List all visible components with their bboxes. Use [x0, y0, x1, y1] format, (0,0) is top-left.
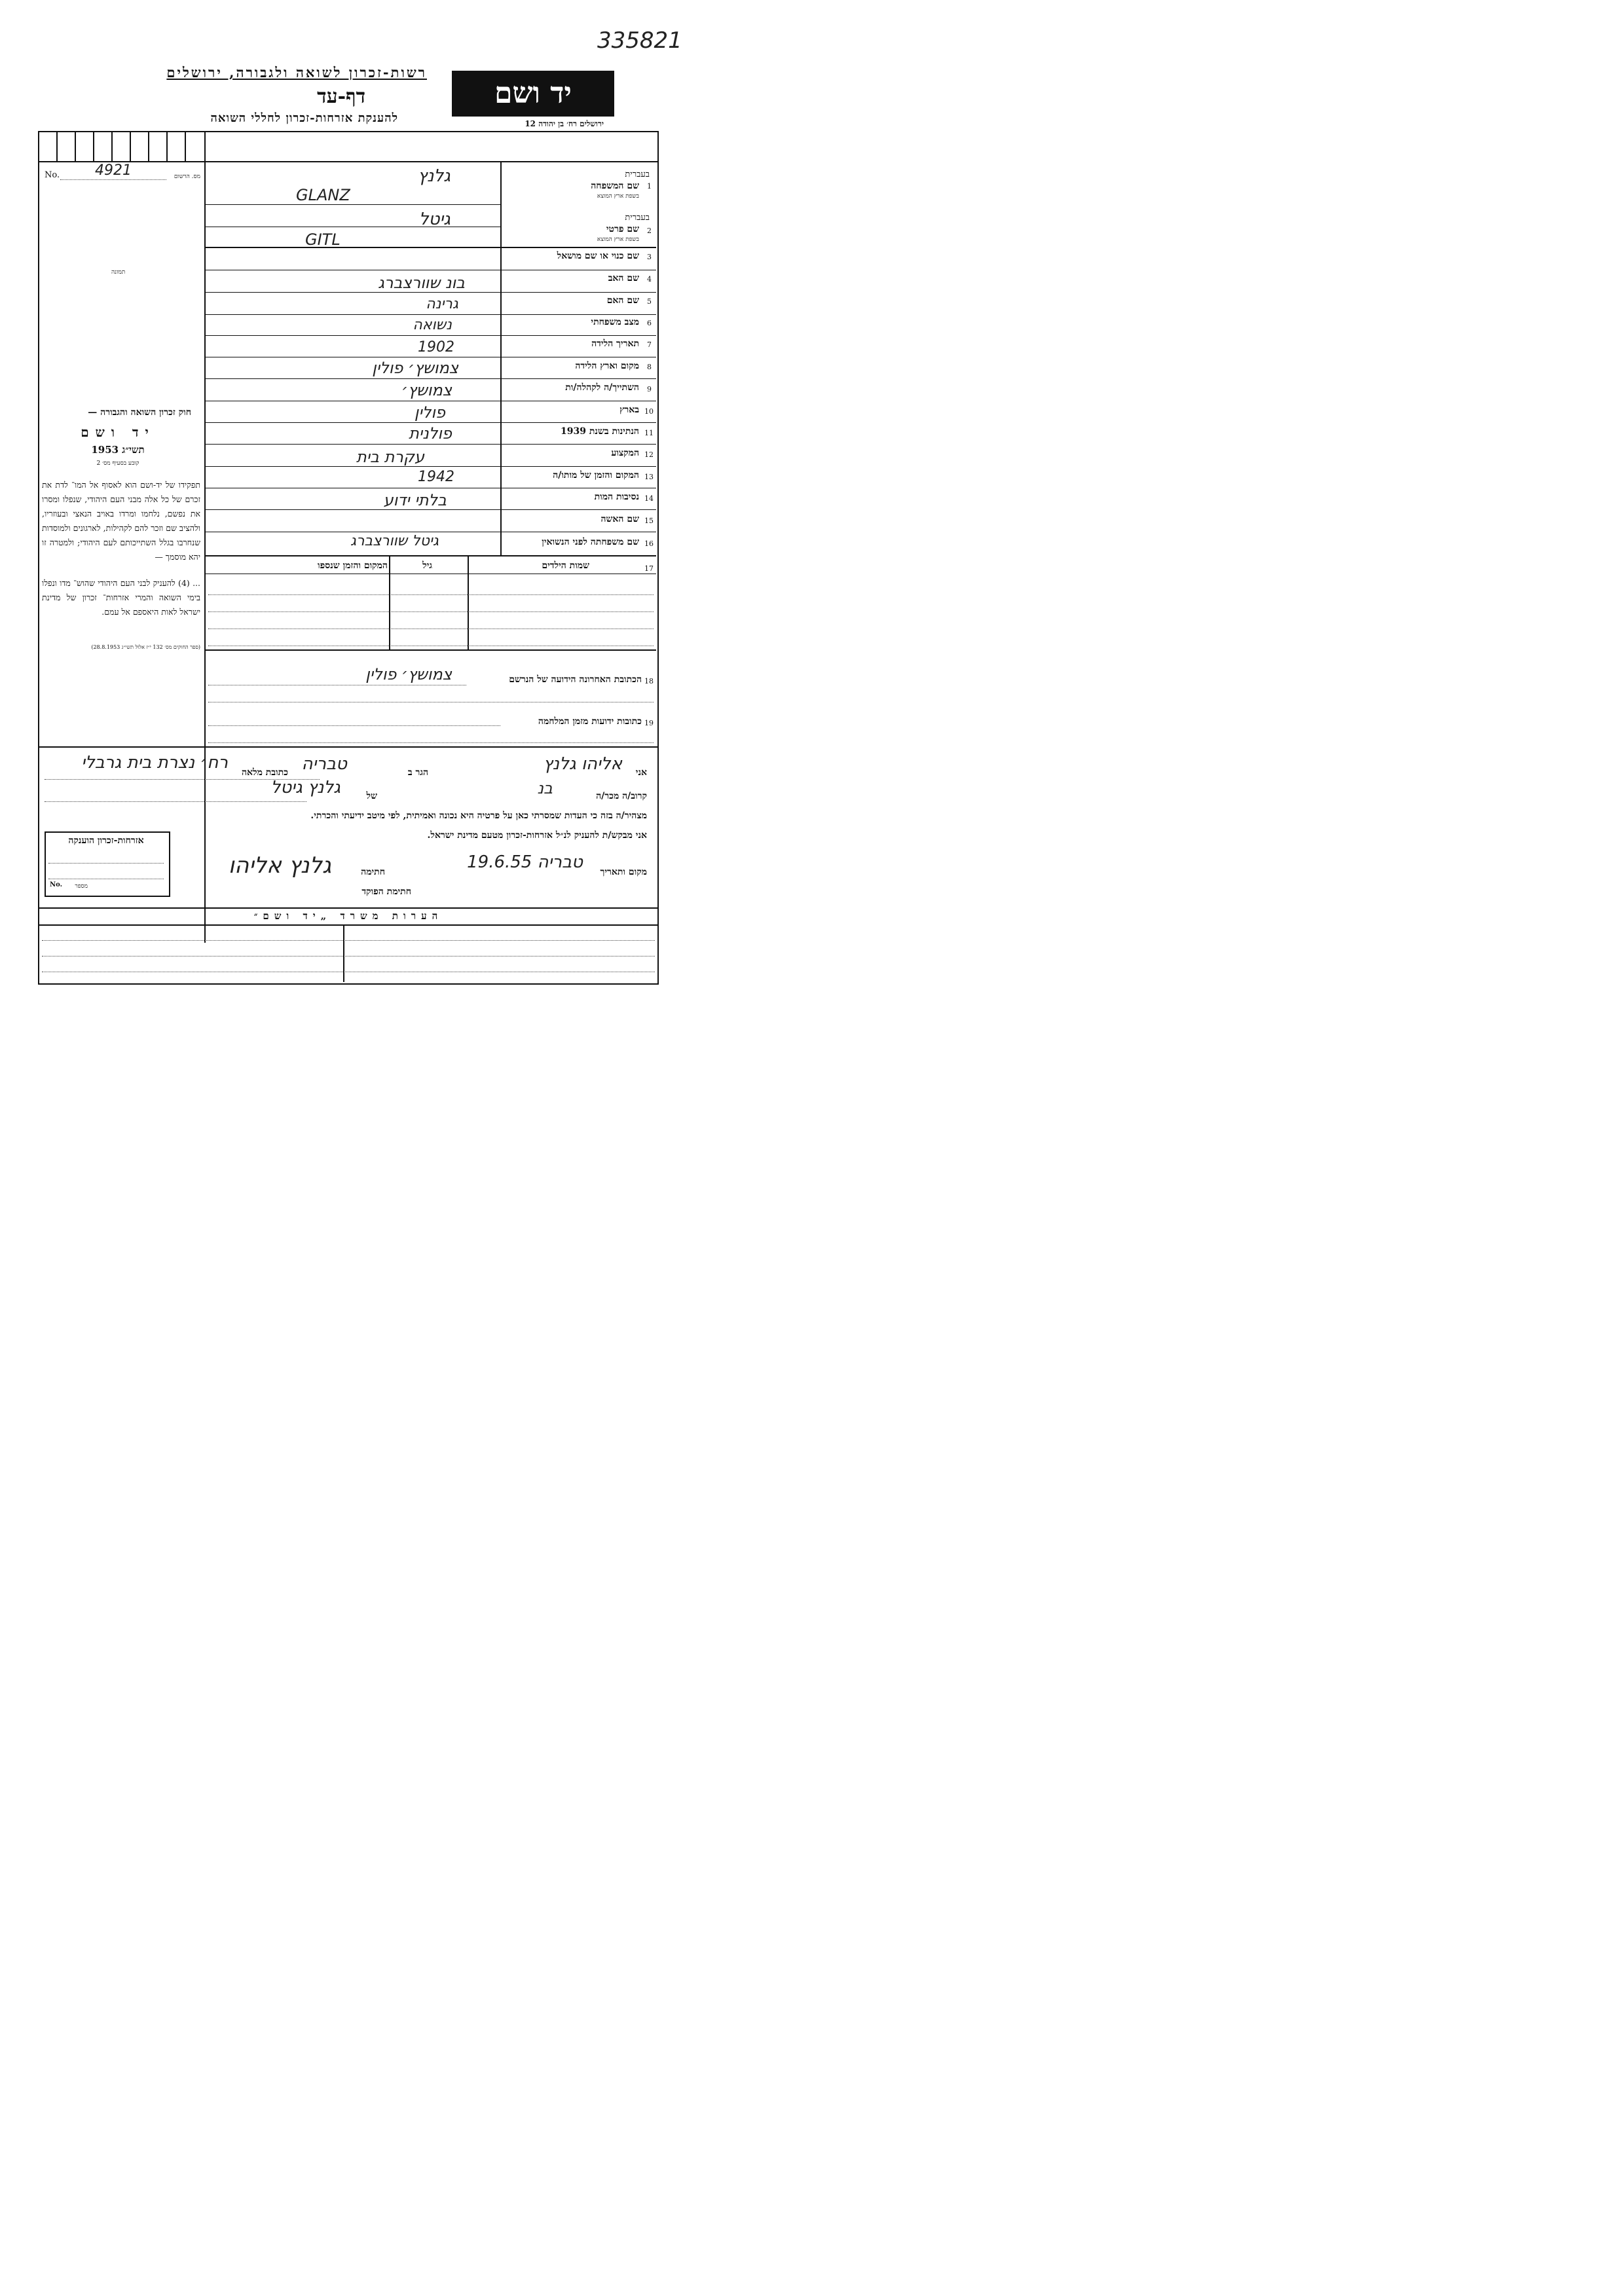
children-col-line: [389, 556, 390, 649]
label-full-address: כתובת מלאה: [241, 767, 288, 778]
label-marital: מצב משפחתי: [591, 317, 639, 327]
num-16: 16: [644, 539, 654, 548]
label-country: בארץ: [619, 405, 639, 415]
photo-label: תמונה: [111, 269, 126, 276]
label-relative: קרוב/ה מכר/ה: [596, 791, 647, 801]
label-signature: חתימה: [361, 867, 385, 877]
value-surname-lat: GLANZ: [296, 186, 350, 204]
row-line: [204, 422, 656, 423]
office-notes-title: הערות משרד „יד ושם״: [253, 910, 443, 922]
value-city: טבריה: [301, 754, 347, 774]
children-col-line: [468, 556, 469, 649]
value-birth-place: צמושץ׳ פולין: [372, 359, 458, 377]
cert-line: [48, 863, 164, 864]
statement-2: אני מבקש/ת להעניק לנ״ל אזרחות-זכרון מטעם מדינת ישראל.: [427, 830, 647, 841]
declarant-signature: גלנץ אליהו: [228, 852, 331, 879]
archive-number: 335821: [597, 27, 682, 54]
num-6: 6: [647, 319, 652, 327]
label-of: של: [366, 791, 377, 801]
label-in-hebrew-2: בעברית: [625, 213, 650, 223]
address-line: [208, 725, 500, 726]
label-community: השתייך/ה לקהלה/ות: [565, 382, 639, 393]
label-father: שם האב: [608, 273, 639, 283]
law-title: חוק זכרון השואה והגבורה —: [88, 407, 191, 418]
label-origin-lang-1: בשפת ארץ המוצא: [597, 193, 639, 200]
value-place-date: טבריה 19.6.55: [467, 852, 583, 872]
label-mother: שם האם: [606, 295, 639, 306]
statement-1: מצהיר/ה בזה כי העדות שמסרתי כאן על פרטיה היא נכונה ואמיתית, לפי מיטב ידיעתי והכרתי.: [310, 811, 647, 821]
notes-top-line: [39, 907, 657, 909]
cert-no: No.: [50, 881, 63, 888]
num-17: 17: [644, 564, 654, 573]
num-5: 5: [647, 297, 652, 306]
label-column-divider: [500, 161, 502, 555]
cert-box-title: אזרחות-זכרון הוענקה: [68, 835, 144, 846]
value-profession: עקרת בית: [356, 448, 424, 466]
label-profession: המקצוע: [611, 448, 639, 458]
clause-ref: קובע בסעיף מס׳ 2: [96, 460, 139, 467]
top-strip-line: [39, 161, 657, 162]
children-row-line: [208, 594, 654, 595]
declaration-line: [45, 801, 306, 802]
label-citizenship: הנתינות בשנת 1939: [561, 426, 639, 437]
registration-dotline: [60, 179, 166, 180]
label-death: המקום והזמן של מותו/ה: [553, 470, 639, 481]
notes-line: [42, 956, 655, 957]
num-14: 14: [644, 494, 654, 503]
form-title: דף-עד: [317, 85, 365, 108]
value-birth-date: 1902: [418, 339, 454, 355]
label-officer: חתימת הפוקד: [361, 886, 411, 897]
form-subtitle: להענקת אזרחות-זכרון לחללי השואה: [210, 111, 398, 125]
label-in-hebrew-1: בעברית: [625, 170, 650, 179]
label-birth-place: מקום וארץ הלידה: [575, 361, 639, 371]
law-paragraph-2: ... (4) להעניק לבני העם היהודי שהוש־ מדו ונפלו בימי השואה והמרי אזרחות־ זכרון של מדינת ישראל לאות היאספם אל עמם.: [42, 578, 200, 617]
num-15: 15: [644, 517, 654, 525]
row-line: [204, 509, 656, 510]
notes-divider: [343, 926, 344, 982]
label-circumstances: נסיבות המות: [594, 492, 639, 502]
value-father: בונ שוורצברג: [378, 274, 465, 292]
value-community: צמושץ׳: [401, 381, 452, 399]
address-line: [208, 742, 654, 743]
num-18: 18: [644, 677, 654, 685]
value-surname-heb: גלנץ: [418, 166, 451, 186]
box-divider: [56, 132, 58, 161]
authority-title: רשות-זכרון לשואה ולגבורה, ירושלים: [166, 64, 427, 81]
value-first-heb: גיטל: [418, 210, 451, 229]
box-divider: [185, 132, 186, 161]
row-line: [204, 335, 656, 336]
value-full-address: רח׳ נצרת בית גרבלי: [81, 753, 228, 773]
row-line: [204, 555, 656, 556]
law-paragraph-1: תפקידו של יד-ושם הוא לאסוף אל המו־ לדת את זכרם של כל אלה מבני העם היהודי, שנפלו ומסרו את נפשם, נלחמו ומרדו באויב הנאצי ובעוזריו, ולהציב שם וזכר להם לקהילות, לארגונים ולמוסדות שנחרבו בגלל השתייכותם לעם היהודי; ולמטרה זו יהא מוסמך —: [42, 480, 200, 562]
value-relation: בנ: [537, 779, 553, 797]
num-9: 9: [647, 385, 652, 393]
value-marital: נשואה: [413, 317, 452, 333]
registration-heb-label: מס. הרשום: [174, 173, 200, 180]
num-1: 1: [647, 182, 652, 191]
left-column-divider: [204, 132, 206, 943]
box-divider: [93, 132, 94, 161]
row-line: [204, 466, 656, 467]
registration-number: 4921: [95, 162, 132, 179]
box-divider: [111, 132, 113, 161]
row-line: [204, 378, 656, 379]
label-ani: אני: [635, 767, 647, 778]
num-10: 10: [644, 407, 654, 416]
row-line: [204, 247, 656, 248]
law-name: יד ושם: [81, 424, 155, 440]
row-line: [204, 204, 502, 205]
value-circumstances: בלתי ידוע: [383, 491, 447, 509]
label-resides-in: הגר ב: [407, 767, 428, 778]
value-citizenship: פולנית: [409, 424, 452, 443]
label-surname: שם המשפחה: [591, 181, 639, 191]
children-row-line: [208, 611, 654, 612]
yad-vashem-logo: יד ושם: [452, 71, 614, 117]
box-divider: [148, 132, 149, 161]
cert-number-label: מספר: [75, 883, 88, 890]
num-8: 8: [647, 363, 652, 371]
label-age: גיל: [422, 560, 432, 571]
law-footnote: (ספר החוקים מס׳ 132 י״ז אלול תשי״ג 28.8.1953): [91, 644, 200, 650]
label-origin-lang-2: בשפת ארץ המוצא: [597, 236, 639, 243]
registration-no-label: No.: [45, 170, 60, 180]
notes-header-line: [39, 924, 657, 926]
num-2: 2: [647, 227, 652, 235]
box-divider: [166, 132, 168, 161]
label-children: שמות הילדים: [542, 560, 589, 571]
declaration-top-line: [39, 746, 657, 748]
label-died-place: המקום והזמן שנספו: [318, 560, 388, 571]
value-declarant: אליהו גלנץ: [543, 754, 622, 774]
value-mother: גרינה: [426, 296, 458, 312]
label-wife: שם האשה: [600, 514, 639, 524]
num-13: 13: [644, 473, 654, 481]
logo-address: ירושלים רח׳ בן יהודה 12: [525, 119, 604, 128]
row-line: [204, 444, 656, 445]
value-first-lat: GITL: [305, 230, 341, 249]
label-last-address: הכתובת האחרונה הידועה של הנרשם: [509, 674, 642, 685]
box-divider: [130, 132, 131, 161]
law-year: תשי״ג 1953: [91, 444, 145, 456]
num-4: 4: [647, 275, 652, 283]
num-3: 3: [647, 253, 652, 261]
notes-line: [42, 940, 655, 941]
num-7: 7: [647, 340, 652, 349]
value-maiden: גיטל שוורצברג: [350, 533, 439, 549]
label-first-name: שם פרטי: [606, 224, 639, 234]
row-line: [204, 314, 656, 315]
label-war-addresses: כתובות ידועות מזמן המלחמה: [538, 716, 642, 727]
label-nickname: שם כנוי או שם מושאל: [557, 251, 639, 261]
box-divider: [75, 132, 76, 161]
label-place-date: מקום ותאריך: [600, 867, 647, 877]
num-11: 11: [644, 429, 654, 437]
value-last-address: צמושץ׳ פולין: [365, 665, 452, 683]
value-death: 1942: [418, 469, 454, 485]
label-maiden: שם משפחתה לפני הנשואין: [542, 537, 639, 547]
label-birth-date: תאריך הלידה: [591, 338, 639, 349]
value-of-name: גלנץ גיטל: [270, 778, 341, 797]
num-12: 12: [644, 450, 654, 459]
children-bottom-line: [204, 649, 656, 651]
num-19: 19: [644, 719, 654, 727]
value-country: פולין: [414, 403, 445, 422]
row-line: [204, 292, 656, 293]
